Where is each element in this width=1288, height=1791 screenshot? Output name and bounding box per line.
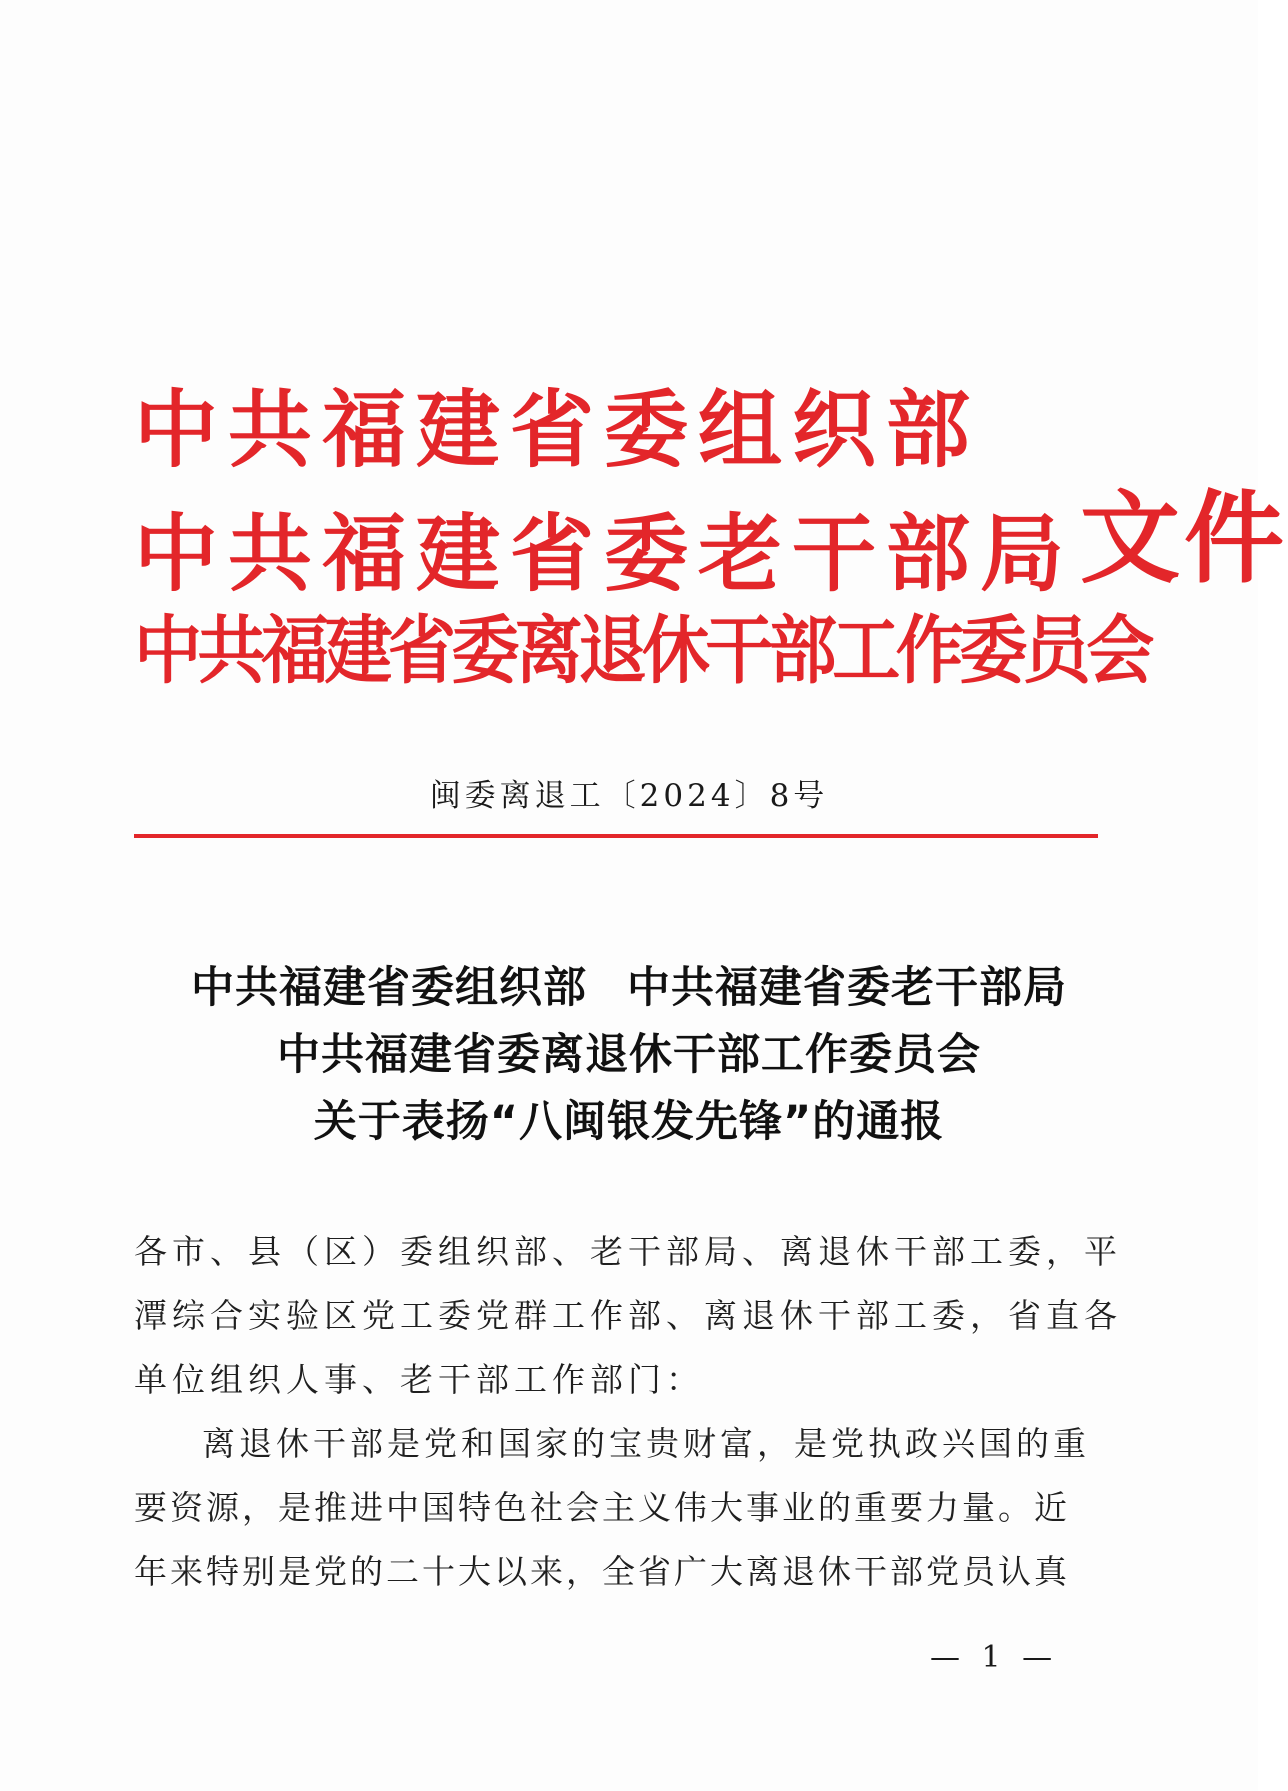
notice-body bbox=[134, 1220, 1122, 1604]
title-line-1-part-1: 中共福建省委组织部 bbox=[191, 963, 587, 1013]
masthead-line-2-text: 中共福建省委老干部局 bbox=[134, 504, 1075, 603]
page-number: — 1 — bbox=[930, 1640, 1059, 1675]
body-line-6: 年来特别是党的二十大以来，全省广大离退休干部党员认真 bbox=[134, 1552, 1070, 1591]
masthead-line-3-text: 中共福建省委离退休干部工作委员会 bbox=[134, 608, 1150, 694]
masthead-line-1-text: 中共福建省委组织部 bbox=[134, 380, 981, 479]
title-line-2: 中共福建省委离退休干部工作委员会 bbox=[277, 1030, 981, 1080]
red-separator-line bbox=[134, 834, 1098, 838]
body-line-2: 潭综合实验区党工委党群工作部、离退休干部工委，省直各 bbox=[134, 1296, 1122, 1335]
masthead-line-2 bbox=[134, 479, 1288, 603]
title-line-3: 关于表扬“八闽银发先锋”的通报 bbox=[313, 1097, 945, 1147]
body-line-3: 单位组织人事、老干部工作部门： bbox=[134, 1360, 704, 1399]
body-line-5: 要资源，是推进中国特色社会主义伟大事业的重要力量。近 bbox=[134, 1488, 1070, 1527]
document-number: 闽委离退工〔2024〕8号 bbox=[429, 778, 829, 814]
notice-title bbox=[0, 955, 1258, 1156]
title-line-1 bbox=[0, 955, 1258, 1022]
body-line-4: 离退休干部是党和国家的宝贵财富，是党执政兴国的重 bbox=[202, 1424, 1090, 1463]
masthead-line-1 bbox=[134, 380, 981, 479]
masthead-file-suffix: 文件 bbox=[1080, 479, 1288, 597]
body-line-1: 各市、县（区）委组织部、老干部局、离退休干部工委，平 bbox=[134, 1232, 1122, 1271]
title-line-1-part-2: 中共福建省委老干部局 bbox=[627, 963, 1067, 1013]
masthead-line-3 bbox=[134, 608, 1150, 694]
